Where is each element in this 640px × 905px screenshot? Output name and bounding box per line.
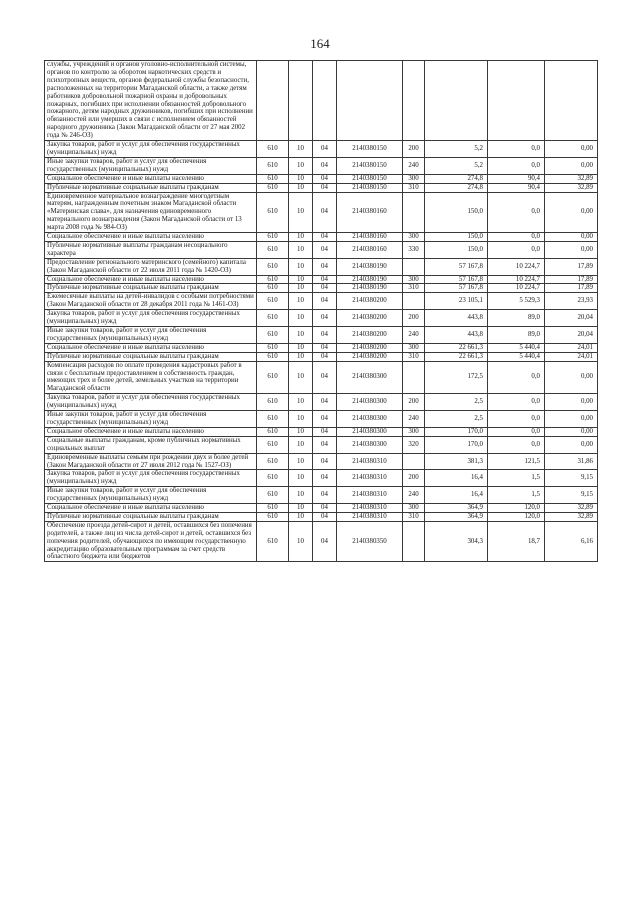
executed-amount: 0,0 xyxy=(488,241,545,258)
target-article: 2140380300 xyxy=(337,427,403,436)
executed-amount: 5 440,4 xyxy=(488,352,545,361)
subsection-code: 04 xyxy=(313,504,337,513)
expense-type xyxy=(403,521,425,562)
plan-amount xyxy=(425,61,488,141)
expense-type: 310 xyxy=(403,352,425,361)
ministry-code: 610 xyxy=(257,504,289,513)
executed-amount: 1,5 xyxy=(488,487,545,504)
plan-amount: 2,5 xyxy=(425,411,488,428)
section-code: 10 xyxy=(289,141,313,158)
execution-percent: 24,01 xyxy=(545,352,598,361)
table-row xyxy=(45,275,598,284)
subsection-code: 04 xyxy=(313,327,337,344)
plan-amount: 381,3 xyxy=(425,453,488,470)
subsection-code: 04 xyxy=(313,343,337,352)
target-article: 2140380310 xyxy=(337,487,403,504)
executed-amount: 120,0 xyxy=(488,504,545,513)
executed-amount: 5 529,3 xyxy=(488,293,545,310)
section-code: 10 xyxy=(289,157,313,174)
expense-type xyxy=(403,258,425,275)
executed-amount: 89,0 xyxy=(488,327,545,344)
executed-amount: 121,5 xyxy=(488,453,545,470)
plan-amount: 150,0 xyxy=(425,192,488,233)
ministry-code: 610 xyxy=(257,436,289,453)
plan-amount: 170,0 xyxy=(425,427,488,436)
subsection-code: 04 xyxy=(313,275,337,284)
subsection-code: 04 xyxy=(313,183,337,192)
expense-type xyxy=(403,453,425,470)
expense-type: 200 xyxy=(403,394,425,411)
section-code: 10 xyxy=(289,521,313,562)
table-row xyxy=(45,310,598,327)
subsection-code: 04 xyxy=(313,157,337,174)
target-article: 2140380310 xyxy=(337,470,403,487)
row-name: Иные закупки товаров, работ и услуг для обеспечения государственных (муниципальных) нужд xyxy=(45,157,257,174)
table-row xyxy=(45,174,598,183)
ministry-code: 610 xyxy=(257,352,289,361)
execution-percent: 23,93 xyxy=(545,293,598,310)
executed-amount: 90,4 xyxy=(488,174,545,183)
expense-type: 200 xyxy=(403,470,425,487)
row-name: Социальное обеспечение и иные выплаты населению xyxy=(45,504,257,513)
table-row xyxy=(45,327,598,344)
executed-amount: 0,0 xyxy=(488,141,545,158)
execution-percent: 0,00 xyxy=(545,436,598,453)
section-code xyxy=(289,61,313,141)
ministry-code: 610 xyxy=(257,233,289,242)
target-article: 2140380200 xyxy=(337,327,403,344)
execution-percent: 9,15 xyxy=(545,470,598,487)
executed-amount: 0,0 xyxy=(488,157,545,174)
ministry-code: 610 xyxy=(257,361,289,394)
executed-amount: 10 224,7 xyxy=(488,275,545,284)
row-name: Иные закупки товаров, работ и услуг для обеспечения государственных (муниципальных) нужд xyxy=(45,487,257,504)
target-article: 2140380160 xyxy=(337,192,403,233)
plan-amount: 57 167,8 xyxy=(425,275,488,284)
target-article xyxy=(337,61,403,141)
execution-percent: 32,89 xyxy=(545,174,598,183)
target-article: 2140380300 xyxy=(337,411,403,428)
section-code: 10 xyxy=(289,512,313,521)
row-name: Публичные нормативные социальные выплаты гражданам xyxy=(45,512,257,521)
execution-percent: 0,00 xyxy=(545,427,598,436)
table-row xyxy=(45,361,598,394)
execution-percent: 17,89 xyxy=(545,275,598,284)
table-row xyxy=(45,470,598,487)
expense-type: 240 xyxy=(403,327,425,344)
plan-amount: 150,0 xyxy=(425,241,488,258)
execution-percent: 20,04 xyxy=(545,310,598,327)
plan-amount: 5,2 xyxy=(425,141,488,158)
execution-percent: 17,89 xyxy=(545,284,598,293)
section-code: 10 xyxy=(289,436,313,453)
executed-amount xyxy=(488,61,545,141)
expense-type: 330 xyxy=(403,241,425,258)
expense-type xyxy=(403,361,425,394)
execution-percent: 6,16 xyxy=(545,521,598,562)
executed-amount: 89,0 xyxy=(488,310,545,327)
execution-percent: 24,01 xyxy=(545,343,598,352)
expense-type: 300 xyxy=(403,275,425,284)
subsection-code: 04 xyxy=(313,427,337,436)
plan-amount: 57 167,8 xyxy=(425,284,488,293)
table-body xyxy=(45,61,598,562)
row-name: Публичные нормативные социальные выплаты гражданам xyxy=(45,183,257,192)
execution-percent: 0,00 xyxy=(545,233,598,242)
expense-type: 320 xyxy=(403,436,425,453)
section-code: 10 xyxy=(289,310,313,327)
ministry-code: 610 xyxy=(257,284,289,293)
execution-percent: 17,89 xyxy=(545,258,598,275)
table-row xyxy=(45,512,598,521)
executed-amount: 120,0 xyxy=(488,512,545,521)
executed-amount: 5 440,4 xyxy=(488,343,545,352)
executed-amount: 0,0 xyxy=(488,411,545,428)
ministry-code: 610 xyxy=(257,470,289,487)
ministry-code: 610 xyxy=(257,512,289,521)
plan-amount: 443,8 xyxy=(425,310,488,327)
ministry-code: 610 xyxy=(257,394,289,411)
executed-amount: 10 224,7 xyxy=(488,284,545,293)
plan-amount: 5,2 xyxy=(425,157,488,174)
subsection-code: 04 xyxy=(313,192,337,233)
section-code: 10 xyxy=(289,394,313,411)
executed-amount: 0,0 xyxy=(488,361,545,394)
subsection-code: 04 xyxy=(313,361,337,394)
table-row xyxy=(45,61,598,141)
row-name: службы, учреждений и органов уголовно-исполнительной системы, органов по контролю за оборотом наркотических средств и психотропных веществ, органов федеральной службы безопасности, расположенных на территории Магаданской области, а также детям работников добровольной пожарной охраны и добровольных пожарных, погибших при исполнении обязанностей добровольного пожарного, детям народных дружинников, погибших при исполнении обязанностей или умерших в связи с исполнением обязанностей народного дружинника (Закон Магаданской области от 27 мая 2002 года № 246-ОЗ) xyxy=(45,61,257,141)
execution-percent: 0,00 xyxy=(545,241,598,258)
target-article: 2140380190 xyxy=(337,275,403,284)
ministry-code: 610 xyxy=(257,521,289,562)
target-article: 2140380300 xyxy=(337,436,403,453)
expense-type: 300 xyxy=(403,504,425,513)
section-code: 10 xyxy=(289,241,313,258)
executed-amount: 0,0 xyxy=(488,394,545,411)
ministry-code: 610 xyxy=(257,327,289,344)
executed-amount: 90,4 xyxy=(488,183,545,192)
target-article: 2140380200 xyxy=(337,310,403,327)
target-article: 2140380190 xyxy=(337,258,403,275)
expense-type: 200 xyxy=(403,141,425,158)
table-row xyxy=(45,241,598,258)
subsection-code: 04 xyxy=(313,436,337,453)
table-row xyxy=(45,157,598,174)
ministry-code: 610 xyxy=(257,427,289,436)
plan-amount: 364,9 xyxy=(425,504,488,513)
table-row xyxy=(45,233,598,242)
row-name: Публичные нормативные социальные выплаты гражданам xyxy=(45,284,257,293)
subsection-code: 04 xyxy=(313,521,337,562)
row-name: Социальное обеспечение и иные выплаты населению xyxy=(45,427,257,436)
plan-amount: 443,8 xyxy=(425,327,488,344)
execution-percent: 32,89 xyxy=(545,512,598,521)
subsection-code: 04 xyxy=(313,394,337,411)
plan-amount: 16,4 xyxy=(425,470,488,487)
target-article: 2140380150 xyxy=(337,183,403,192)
subsection-code: 04 xyxy=(313,411,337,428)
section-code: 10 xyxy=(289,352,313,361)
subsection-code: 04 xyxy=(313,453,337,470)
expense-type: 300 xyxy=(403,427,425,436)
executed-amount: 0,0 xyxy=(488,427,545,436)
subsection-code: 04 xyxy=(313,141,337,158)
execution-percent: 0,00 xyxy=(545,411,598,428)
table-row xyxy=(45,192,598,233)
ministry-code: 610 xyxy=(257,192,289,233)
subsection-code: 04 xyxy=(313,487,337,504)
row-name: Закупка товаров, работ и услуг для обеспечения государственных (муниципальных) нужд xyxy=(45,394,257,411)
table-row xyxy=(45,453,598,470)
execution-percent: 32,89 xyxy=(545,183,598,192)
execution-percent: 32,89 xyxy=(545,504,598,513)
plan-amount: 170,0 xyxy=(425,436,488,453)
section-code: 10 xyxy=(289,233,313,242)
plan-amount: 172,5 xyxy=(425,361,488,394)
section-code: 10 xyxy=(289,192,313,233)
table-row xyxy=(45,343,598,352)
table-row xyxy=(45,411,598,428)
execution-percent: 31,86 xyxy=(545,453,598,470)
target-article: 2140380350 xyxy=(337,521,403,562)
row-name: Социальное обеспечение и иные выплаты населению xyxy=(45,174,257,183)
expense-type: 300 xyxy=(403,233,425,242)
plan-amount: 364,9 xyxy=(425,512,488,521)
plan-amount: 16,4 xyxy=(425,487,488,504)
row-name: Обеспечение проезда детей-сирот и детей, оставшихся без попечения родителей, а также лиц из числа детей-сирот и детей, оставшихся без попечения родителей, обучающихся по имеющим государственную аккредитацию образовательным программам за счет средств областного бюджета или бюджетов xyxy=(45,521,257,562)
row-name: Иные закупки товаров, работ и услуг для обеспечения государственных (муниципальных) нужд xyxy=(45,327,257,344)
plan-amount: 274,8 xyxy=(425,183,488,192)
execution-percent: 0,00 xyxy=(545,192,598,233)
section-code: 10 xyxy=(289,504,313,513)
target-article: 2140380300 xyxy=(337,394,403,411)
row-name: Социальное обеспечение и иные выплаты населению xyxy=(45,233,257,242)
expense-type: 310 xyxy=(403,284,425,293)
section-code: 10 xyxy=(289,361,313,394)
ministry-code: 610 xyxy=(257,293,289,310)
subsection-code: 04 xyxy=(313,241,337,258)
target-article: 2140380310 xyxy=(337,512,403,521)
subsection-code: 04 xyxy=(313,233,337,242)
ministry-code: 610 xyxy=(257,343,289,352)
execution-percent: 0,00 xyxy=(545,157,598,174)
table-row xyxy=(45,487,598,504)
ministry-code: 610 xyxy=(257,453,289,470)
execution-percent: 9,15 xyxy=(545,487,598,504)
subsection-code: 04 xyxy=(313,293,337,310)
expense-type: 310 xyxy=(403,183,425,192)
table-row xyxy=(45,284,598,293)
target-article: 2140380150 xyxy=(337,174,403,183)
row-name: Социальные выплаты гражданам, кроме публичных нормативных социальных выплат xyxy=(45,436,257,453)
section-code: 10 xyxy=(289,453,313,470)
executed-amount: 0,0 xyxy=(488,233,545,242)
section-code: 10 xyxy=(289,343,313,352)
target-article: 2140380150 xyxy=(337,141,403,158)
executed-amount: 0,0 xyxy=(488,192,545,233)
plan-amount: 304,3 xyxy=(425,521,488,562)
target-article: 2140380150 xyxy=(337,157,403,174)
subsection-code xyxy=(313,61,337,141)
execution-percent: 0,00 xyxy=(545,141,598,158)
budget-table xyxy=(44,60,598,562)
execution-percent: 0,00 xyxy=(545,361,598,394)
plan-amount: 274,8 xyxy=(425,174,488,183)
plan-amount: 150,0 xyxy=(425,233,488,242)
row-name: Публичные нормативные выплаты гражданам несоциального характера xyxy=(45,241,257,258)
ministry-code: 610 xyxy=(257,241,289,258)
expense-type: 300 xyxy=(403,174,425,183)
executed-amount: 0,0 xyxy=(488,436,545,453)
expense-type: 310 xyxy=(403,512,425,521)
ministry-code: 610 xyxy=(257,487,289,504)
target-article: 2140380300 xyxy=(337,361,403,394)
section-code: 10 xyxy=(289,470,313,487)
ministry-code: 610 xyxy=(257,157,289,174)
row-name: Социальное обеспечение и иные выплаты населению xyxy=(45,275,257,284)
section-code: 10 xyxy=(289,427,313,436)
section-code: 10 xyxy=(289,487,313,504)
section-code: 10 xyxy=(289,284,313,293)
expense-type: 300 xyxy=(403,343,425,352)
row-name: Закупка товаров, работ и услуг для обеспечения государственных (муниципальных) нужд xyxy=(45,470,257,487)
table-row xyxy=(45,293,598,310)
page-number: 164 xyxy=(310,36,330,51)
subsection-code: 04 xyxy=(313,258,337,275)
expense-type: 200 xyxy=(403,310,425,327)
ministry-code: 610 xyxy=(257,411,289,428)
row-name: Ежемесячные выплаты на детей-инвалидов с особыми потребностями (Закон Магаданской области от 28 декабря 2011 года № 1461-ОЗ) xyxy=(45,293,257,310)
table-row xyxy=(45,258,598,275)
plan-amount: 23 105,1 xyxy=(425,293,488,310)
expense-type: 240 xyxy=(403,157,425,174)
row-name: Единовременное материальное вознаграждение многодетным матерям, награжденным почетным знаком Магаданской области «Материнская слава», для назначения единовременного материального вознаграждения (Закон Магаданской области от 13 марта 2008 года № 984-ОЗ) xyxy=(45,192,257,233)
ministry-code: 610 xyxy=(257,258,289,275)
row-name: Компенсация расходов по оплате проведения кадастровых работ в связи с бесплатным предоставлением в собственность граждан, имеющих трех и более детей, земельных участков на территории Магаданской области xyxy=(45,361,257,394)
execution-percent: 0,00 xyxy=(545,394,598,411)
expense-type xyxy=(403,293,425,310)
row-name: Социальное обеспечение и иные выплаты населению xyxy=(45,343,257,352)
subsection-code: 04 xyxy=(313,284,337,293)
target-article: 2140380200 xyxy=(337,343,403,352)
section-code: 10 xyxy=(289,327,313,344)
row-name: Публичные нормативные социальные выплаты гражданам xyxy=(45,352,257,361)
target-article: 2140380310 xyxy=(337,504,403,513)
section-code: 10 xyxy=(289,183,313,192)
subsection-code: 04 xyxy=(313,512,337,521)
execution-percent: 20,04 xyxy=(545,327,598,344)
plan-amount: 22 661,3 xyxy=(425,352,488,361)
plan-amount: 22 661,3 xyxy=(425,343,488,352)
row-name: Закупка товаров, работ и услуг для обеспечения государственных (муниципальных) нужд xyxy=(45,310,257,327)
ministry-code: 610 xyxy=(257,310,289,327)
section-code: 10 xyxy=(289,275,313,284)
execution-percent xyxy=(545,61,598,141)
table-row xyxy=(45,183,598,192)
section-code: 10 xyxy=(289,258,313,275)
subsection-code: 04 xyxy=(313,470,337,487)
executed-amount: 1,5 xyxy=(488,470,545,487)
row-name: Иные закупки товаров, работ и услуг для обеспечения государственных (муниципальных) нужд xyxy=(45,411,257,428)
section-code: 10 xyxy=(289,293,313,310)
subsection-code: 04 xyxy=(313,310,337,327)
target-article: 2140380190 xyxy=(337,284,403,293)
target-article: 2140380200 xyxy=(337,352,403,361)
row-name: Единовременные выплаты семьям при рождении двух и более детей (Закон Магаданской области от 27 июля 2012 года № 1527-ОЗ) xyxy=(45,453,257,470)
plan-amount: 2,5 xyxy=(425,394,488,411)
target-article: 2140380160 xyxy=(337,241,403,258)
table-row xyxy=(45,427,598,436)
target-article: 2140380160 xyxy=(337,233,403,242)
expense-type xyxy=(403,192,425,233)
ministry-code: 610 xyxy=(257,183,289,192)
executed-amount: 18,7 xyxy=(488,521,545,562)
target-article: 2140380310 xyxy=(337,453,403,470)
row-name: Предоставление регионального материнского (семейного) капитала (Закон Магаданской области от 22 июля 2011 года № 1420-ОЗ) xyxy=(45,258,257,275)
ministry-code: 610 xyxy=(257,141,289,158)
table-row xyxy=(45,521,598,562)
expense-type: 240 xyxy=(403,487,425,504)
executed-amount: 10 224,7 xyxy=(488,258,545,275)
plan-amount: 57 167,8 xyxy=(425,258,488,275)
target-article: 2140380200 xyxy=(337,293,403,310)
subsection-code: 04 xyxy=(313,352,337,361)
table-row xyxy=(45,436,598,453)
subsection-code: 04 xyxy=(313,174,337,183)
ministry-code: 610 xyxy=(257,174,289,183)
table-row xyxy=(45,504,598,513)
ministry-code: 610 xyxy=(257,275,289,284)
row-name: Закупка товаров, работ и услуг для обеспечения государственных (муниципальных) нужд xyxy=(45,141,257,158)
expense-type: 240 xyxy=(403,411,425,428)
table-row xyxy=(45,352,598,361)
table-row xyxy=(45,394,598,411)
expense-type xyxy=(403,61,425,141)
ministry-code xyxy=(257,61,289,141)
table-row xyxy=(45,141,598,158)
section-code: 10 xyxy=(289,411,313,428)
section-code: 10 xyxy=(289,174,313,183)
